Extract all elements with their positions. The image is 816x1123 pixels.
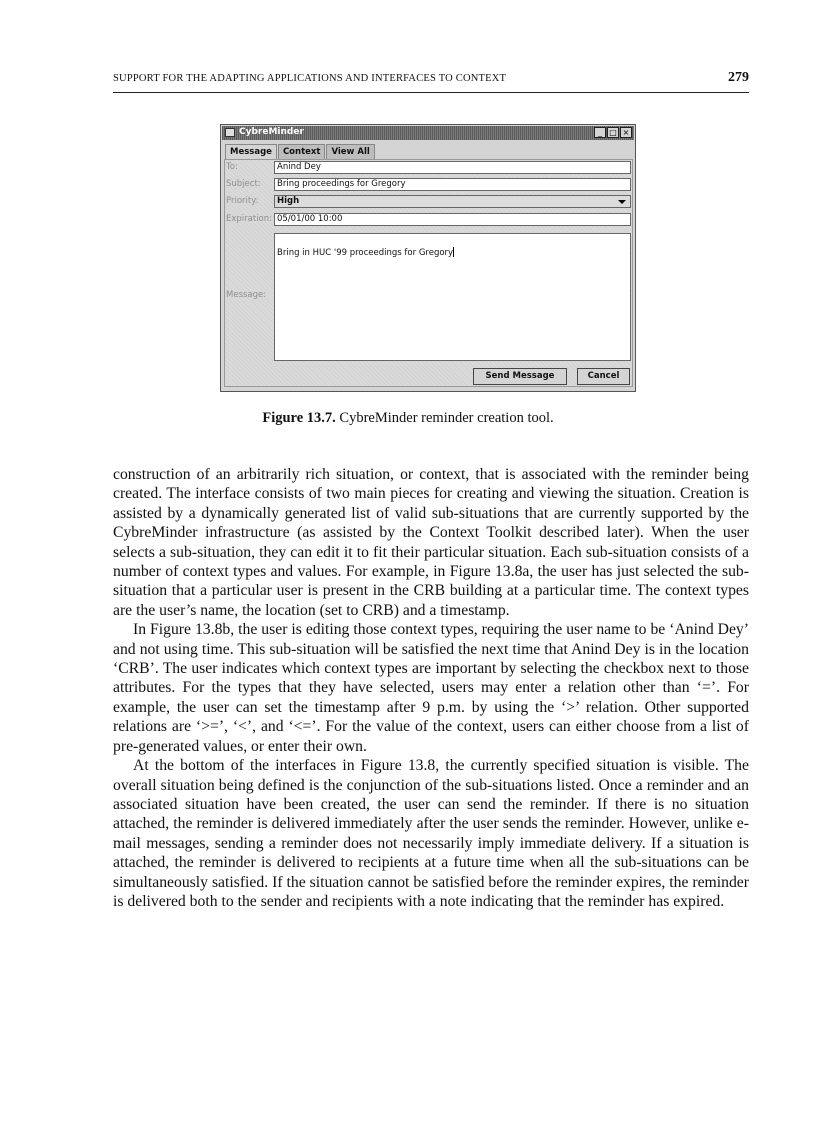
text-cursor bbox=[453, 247, 454, 257]
message-label: Message: bbox=[226, 290, 267, 300]
priority-label: Priority: bbox=[226, 196, 259, 206]
tab-message[interactable]: Message bbox=[225, 144, 277, 160]
maximize-button[interactable]: □ bbox=[607, 127, 619, 138]
to-label: To: bbox=[226, 162, 238, 172]
body-text bbox=[113, 465, 749, 911]
paragraph: construction of an arbitrarily rich situation, or context, that is associated with the reminder being created. The interface consists of two main pieces for creating and viewing the situation. Creation is assisted by a dynamically generated list of valid sub-situations that are currently supported by the CybreMinder infrastructure (as assisted by the Context Toolkit described later). When the user selects a sub-situation, they can edit it to fit their particular situation. Each sub-situation consists of a number of context types and values. For example, in Figure 13.8a, the user has just selected the sub-situation that a particular user is present in the CRB building at a particular time. The context types are the user’s name, the location (set to CRB) and a timestamp. bbox=[113, 466, 749, 619]
minimize-button[interactable]: _ bbox=[594, 127, 606, 138]
figure-caption bbox=[0, 410, 816, 427]
app-icon bbox=[225, 128, 235, 137]
running-head bbox=[113, 70, 749, 93]
send-message-button[interactable]: Send Message bbox=[473, 368, 567, 385]
subject-label: Subject: bbox=[226, 179, 261, 189]
to-field[interactable]: Anind Dey bbox=[274, 161, 631, 174]
figure-caption-text: CybreMinder reminder creation tool. bbox=[335, 410, 554, 426]
paragraph: At the bottom of the interfaces in Figure 13.8, the currently specified situation is visible. The overall situation being defined is the conjunction of the sub-situations listed. Once a reminder and an associated situation have been created, the user can send the reminder. If there is no situation attached, the reminder is delivered immediately after the user sends the reminder. However, unlike e-mail messages, sending a reminder does not necessarily imply immediate delivery. If a situation is attached, the reminder is delivered to recipients at a future time when all the sub-situations can be simultaneously satisfied. If the situation cannot be satisfied before the reminder expires, the reminder is delivered both to the sender and recipients with a note indicating that the reminder has expired. bbox=[113, 757, 749, 910]
tab-view-all[interactable]: View All bbox=[326, 144, 374, 159]
window-controls bbox=[594, 127, 632, 138]
message-textarea[interactable] bbox=[274, 233, 631, 361]
cancel-button[interactable]: Cancel bbox=[577, 368, 630, 385]
window-titlebar[interactable] bbox=[222, 126, 634, 140]
page-number: 279 bbox=[728, 70, 749, 85]
close-button[interactable]: × bbox=[620, 127, 632, 138]
chevron-down-icon[interactable] bbox=[618, 200, 626, 204]
paragraph: In Figure 13.8b, the user is editing those context types, requiring the user name to be ‘Anind Dey’ and not using time. This sub-situation will be satisfied the next time that Anind Dey is in the location ‘CRB’. The user indicates which context types are important by selecting the checkbox next to those attributes. For the types that they have selected, users may enter a relation other than ‘=’. For example, the user can set the timestamp after 9 p.m. by using the ‘>’ relation. Other supported relations are ‘>=’, ‘<’, and ‘<=’. For the value of the context, users can either choose from a list of pre-generated values, or enter their own. bbox=[113, 621, 749, 755]
message-panel bbox=[224, 159, 633, 387]
tab-context[interactable]: Context bbox=[278, 144, 326, 159]
subject-field[interactable]: Bring proceedings for Gregory bbox=[274, 178, 631, 191]
figure-caption-label: Figure 13.7. bbox=[262, 410, 336, 426]
cybreminder-window bbox=[220, 124, 636, 392]
window-title: CybreMinder bbox=[239, 127, 304, 137]
expiration-label: Expiration: bbox=[226, 214, 273, 224]
message-text: Bring in HUC '99 proceedings for Gregory bbox=[277, 248, 454, 258]
priority-select[interactable] bbox=[274, 195, 631, 208]
running-title: SUPPORT FOR THE ADAPTING APPLICATIONS AND INTERFACES TO CONTEXT bbox=[113, 73, 507, 84]
expiration-field[interactable]: 05/01/00 10:00 bbox=[274, 213, 631, 226]
priority-value: High bbox=[277, 196, 300, 206]
tab-bar bbox=[225, 144, 376, 159]
